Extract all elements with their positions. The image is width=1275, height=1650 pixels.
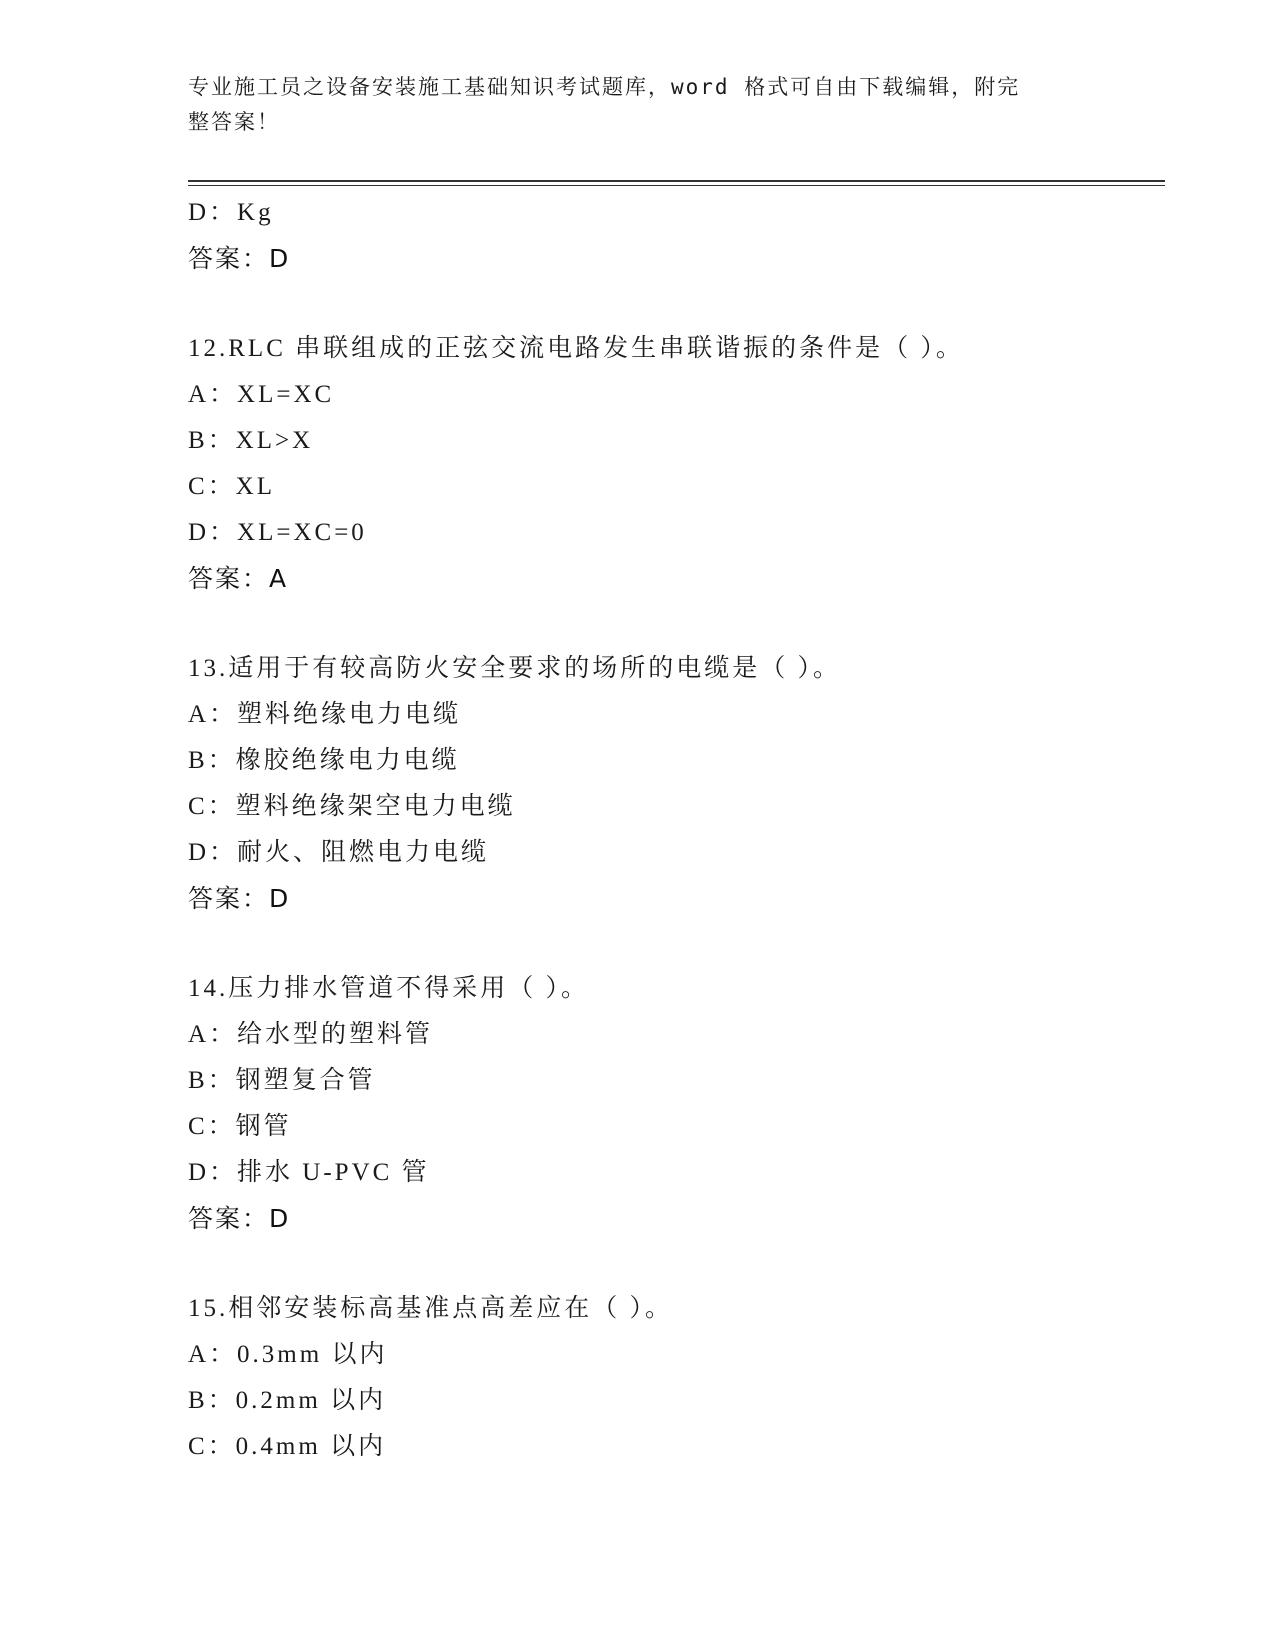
option-c: C：钢管 xyxy=(188,1113,292,1140)
option-c: C：塑料绝缘架空电力电缆 xyxy=(188,793,516,820)
question-title: 14.压力排水管道不得采用（ ）。 xyxy=(188,975,590,1002)
option-d: D：XL=XC=0 xyxy=(188,519,367,546)
question-14 xyxy=(188,966,1165,1242)
spacer xyxy=(188,1242,1165,1286)
option-a: A：XL=XC xyxy=(188,381,335,408)
question-11-tail xyxy=(188,190,1165,282)
page-header xyxy=(188,70,1078,140)
spacer xyxy=(188,282,1165,326)
option-b: B：钢塑复合管 xyxy=(188,1067,376,1094)
question-title: 13.适用于有较高防火安全要求的场所的电缆是（ ）。 xyxy=(188,655,842,682)
question-title: 15.相邻安装标高基准点高差应在（ ）。 xyxy=(188,1295,674,1322)
option-a: A：塑料绝缘电力电缆 xyxy=(188,701,462,728)
question-list xyxy=(188,190,1165,1470)
option-c: C：0.4mm 以内 xyxy=(188,1433,387,1460)
header-divider-thick xyxy=(188,180,1165,182)
option-a: A：给水型的塑料管 xyxy=(188,1021,434,1048)
header-divider-thin xyxy=(188,185,1165,186)
question-15 xyxy=(188,1286,1165,1470)
spacer xyxy=(188,922,1165,966)
answer-line: 答案：D xyxy=(188,1204,291,1233)
option-a: A：0.3mm 以内 xyxy=(188,1341,388,1368)
option-b: B：橡胶绝缘电力电缆 xyxy=(188,747,460,774)
option-d: D：Kg xyxy=(188,199,274,226)
option-b: B：0.2mm 以内 xyxy=(188,1387,387,1414)
answer-line: 答案：D xyxy=(188,244,291,273)
question-title: 12.RLC 串联组成的正弦交流电路发生串联谐振的条件是（ ）。 xyxy=(188,335,964,362)
option-d: D：排水 U-PVC 管 xyxy=(188,1159,430,1186)
question-13 xyxy=(188,646,1165,922)
spacer xyxy=(188,602,1165,646)
answer-line: 答案：A xyxy=(188,564,289,593)
option-d: D：耐火、阻燃电力电缆 xyxy=(188,839,490,866)
question-12 xyxy=(188,326,1165,602)
answer-line: 答案：D xyxy=(188,884,291,913)
header-line-1: 专业施工员之设备安装施工基础知识考试题库，word 格式可自由下载编辑，附完 xyxy=(188,75,1021,99)
option-b: B：XL>X xyxy=(188,427,314,454)
option-c: C：XL xyxy=(188,473,276,500)
header-line-2: 整答案！ xyxy=(188,110,280,134)
